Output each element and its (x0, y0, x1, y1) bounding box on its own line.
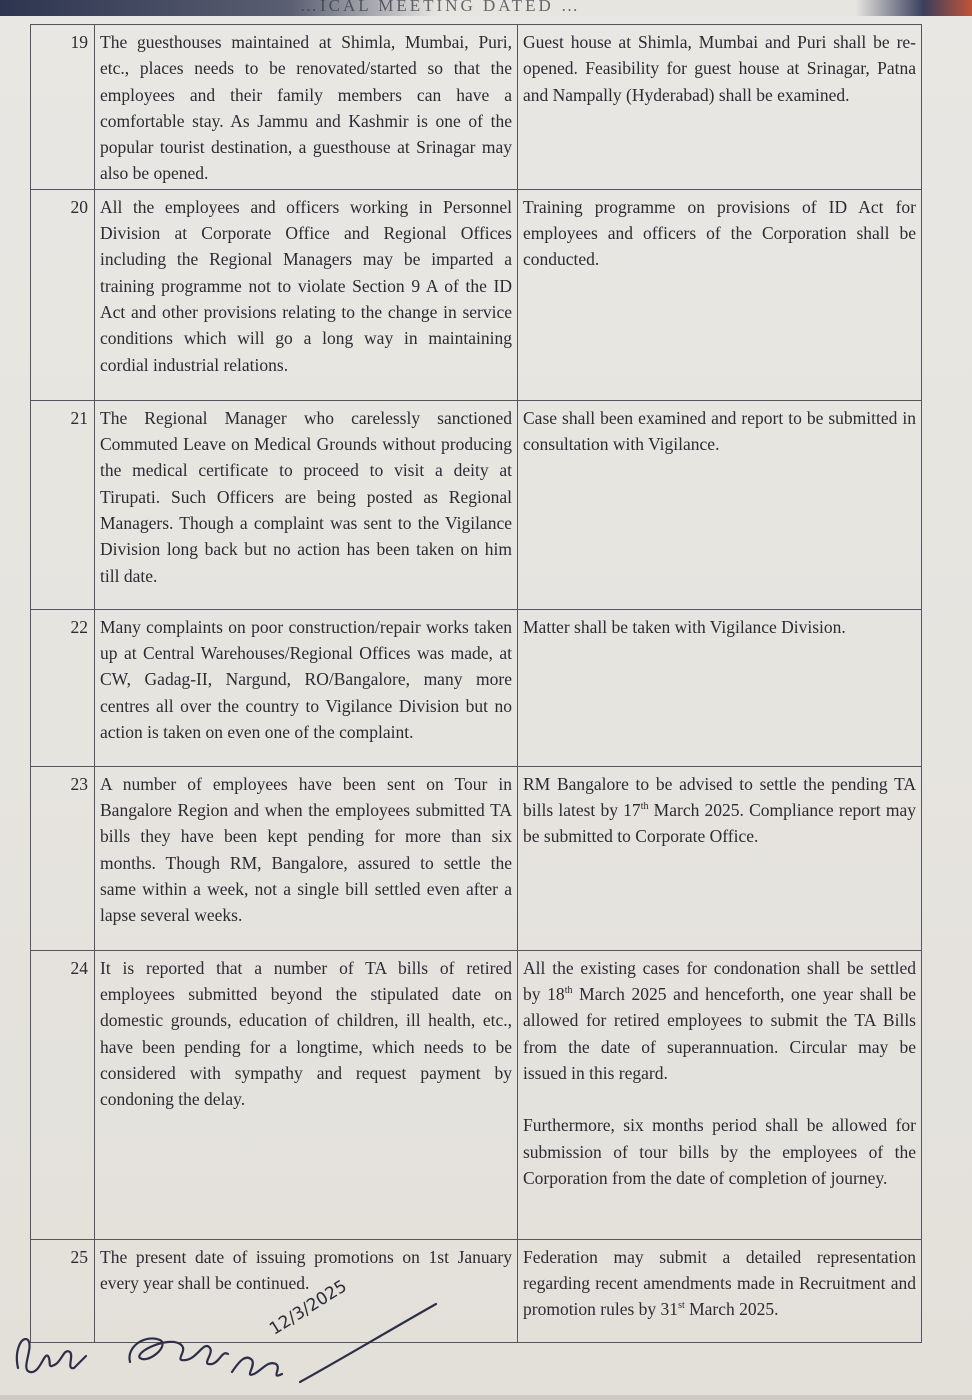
signature-scribbles (0, 1290, 520, 1395)
action-text-part: March 2025 and henceforth, one year shall be allowed for retired employees to submit the TA Bills from the date of superannuation. Circular may be issued in this regard. (523, 984, 916, 1083)
issue-text: The present date of issuing promotions on 1st January every year shall be continued. (95, 1239, 518, 1342)
table-row (31, 400, 922, 609)
ordinal-suffix: th (564, 985, 573, 997)
action-text-part: All the existing cases for condonation shall be settled by 18 (523, 957, 916, 1005)
action-paragraph (523, 1244, 916, 1323)
action-text (518, 950, 922, 1239)
issue-text: The Regional Manager who carelessly sanctioned Commuted Leave on Medical Grounds without producing the medical certificate to proceed to visit a deity at Tirupati. Such Officers are being posted as Regional Managers. Though a complaint was sent to the Vigilance Division long back but no action has been taken on him till date. (95, 400, 518, 609)
issue-text: It is reported that a number of TA bills of retired employees submitted beyond the stipulated date on domestic grounds, education of children, ill health, etc., have been pending for a longtime, which needs to be considered with sympathy and request payment by condoning the delay. (95, 950, 518, 1239)
action-paragraph: Training programme on provisions of ID Act for employees and officers of the Corporation shall be conducted. (523, 196, 916, 270)
action-text-part: March 2025. (684, 1299, 779, 1320)
table-row (31, 189, 922, 400)
signature-2 (129, 1338, 228, 1364)
action-paragraph (523, 955, 916, 1086)
table-row (31, 766, 922, 950)
action-paragraph: Matter shall be taken with Vigilance Division. (523, 616, 846, 637)
action-paragraph: Furthermore, six months period shall be allowed for submission of tour bills by the employees of the Corporation from the date of completion of journey. (523, 1115, 916, 1188)
action-text (518, 189, 922, 400)
action-paragraph: Guest house at Shimla, Mumbai and Puri shall be re-opened. Feasibility for guest house at Srinagar, Patna and Nampally (Hyderabad) shall be examined. (523, 32, 916, 105)
action-text (518, 1239, 922, 1342)
item-number: 24 (31, 950, 95, 1239)
issue-text: Many complaints on poor construction/repair works taken up at Central Warehouses/Regional Offices was made, at CW, Gadag-II, Nargund, RO/Bangalore, many more centres all over the country to Vigilance Division but no action is taken on even one of the complaint. (95, 609, 518, 766)
action-paragraph: Case shall been examined and report to be submitted in consultation with Vigilance. (523, 407, 916, 455)
minutes-table (30, 24, 922, 1343)
signature-date: 12/3/2025 (266, 1276, 351, 1340)
issue-text: A number of employees have been sent on Tour in Bangalore Region and when the employees submitted TA bills they have been kept pending for more than six months. Though RM, Bangalore, assured to settle the same within a week, not a single bill settled even after a lapse several weeks. (95, 766, 518, 950)
action-paragraph (523, 771, 916, 850)
handwritten-signatures (0, 1290, 520, 1395)
table-row (31, 25, 922, 190)
action-text-part: Federation may submit a detailed representation regarding recent amendments made in Recruitment and promotion rules by 31 (523, 1246, 916, 1320)
ordinal-suffix: th (640, 801, 649, 813)
action-text (518, 609, 922, 766)
table-row (31, 950, 922, 1239)
ordinal-suffix: st (678, 1300, 685, 1312)
item-number: 25 (31, 1239, 95, 1342)
item-number: 22 (31, 609, 95, 766)
action-text (518, 400, 922, 609)
item-number: 23 (31, 766, 95, 950)
action-text (518, 25, 922, 190)
item-number: 19 (31, 25, 95, 190)
signature-1 (17, 1339, 86, 1372)
action-text-part: RM Bangalore to be advised to settle the pending TA bills latest by 17 (523, 773, 916, 821)
page-header: …ICAL MEETING DATED … (300, 0, 581, 14)
table-row (31, 609, 922, 766)
action-text (518, 766, 922, 950)
issue-text: All the employees and officers working in Personnel Division at Corporate Office and Regional Offices including the Regional Managers may be imparted a training programme not to violate Section 9 A of the ID Act and other provisions relating to the change in service conditions which will go a long way in maintaining cordial industrial relations. (95, 189, 518, 400)
item-number: 20 (31, 189, 95, 400)
item-number: 21 (31, 400, 95, 609)
action-text-part: March 2025. Compliance report may be submitted to Corporate Office. (523, 800, 916, 847)
signature-3 (232, 1358, 282, 1376)
issue-text: The guesthouses maintained at Shimla, Mumbai, Puri, etc., places needs to be renovated/started so that the employees and their family members can have a comfortable stay. As Jammu and Kashmir is one of the popular tourist destination, a guesthouse at Srinagar may also be opened. (95, 25, 518, 190)
